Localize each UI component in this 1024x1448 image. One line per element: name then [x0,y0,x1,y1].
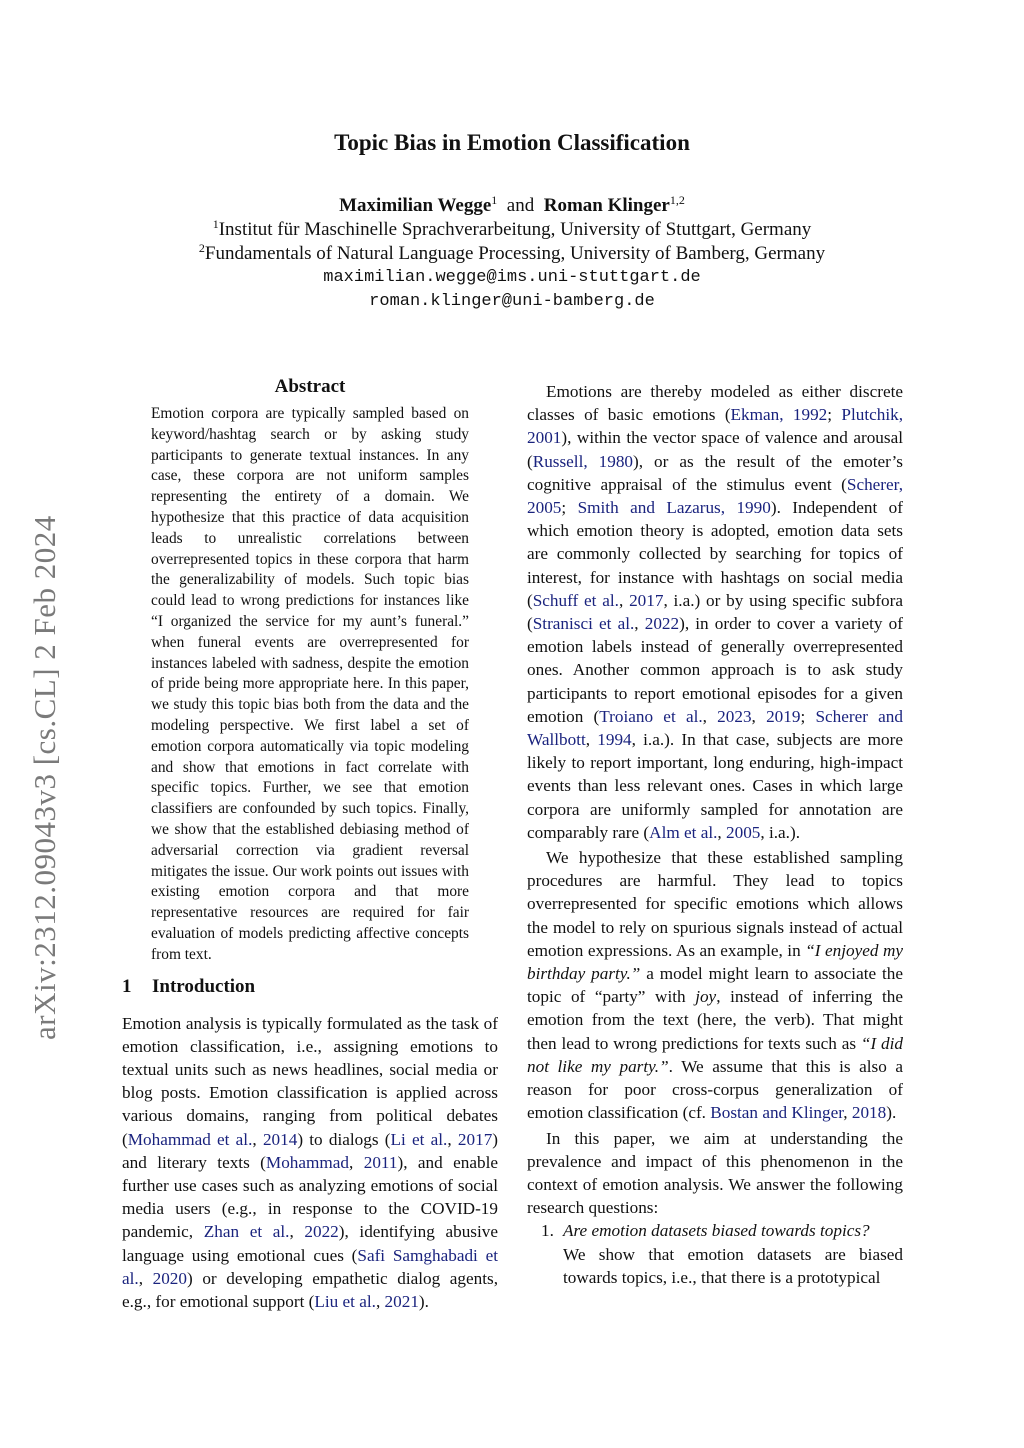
affiliation [0,242,1024,266]
author-conjunction: and [506,195,535,216]
example-sentence: “I did not like my party.” [527,1033,903,1076]
text-run: , [618,590,630,610]
citation-link[interactable]: 2023 [717,706,752,726]
author-affil-mark: 1,2 [669,193,685,207]
citation-link[interactable]: Scherer and Wallbott [527,706,903,750]
author-name: Roman Klinger [543,195,670,216]
text-run: , [702,706,718,726]
text-run: , i.a.). In that case, subjects are more likely to report important, long enduring, high-impact events than less relevant ones. Cases in which large corpora are uniformly sampled for annotation are comparably rare ( [527,730,903,842]
answer-text: We show that emotion datasets are biased towards topics, i.e., that there is a prototypical [563,1244,903,1287]
text-run: , [252,1129,263,1149]
citation-link[interactable]: 2022 [644,614,680,634]
paper-title: Topic Bias in Emotion Classification [334,130,690,155]
section-number: 1 [122,975,132,997]
citation-link[interactable]: Troiano et al. [599,706,703,726]
citation-link[interactable]: 2019 [766,706,801,726]
text-run: ). [886,1103,897,1123]
citation-link[interactable]: Ekman, 1992 [730,405,828,425]
citation-link[interactable]: 2022 [304,1222,339,1242]
citation-link[interactable]: Russell, 1980 [532,451,634,471]
text-run: ), within the vector space of valence and arousal ( [527,428,903,471]
paragraph [527,380,903,844]
abstract-text: Emotion corpora are typically sampled based on keyword/hashtag search or by asking study participants to generate textual instances. In any case, these corpora are not uniform samples representing the entirety of a domain. We hypothesize that this practice of data acquisition leads to unrealistic correlations between overrepresented topics in these corpora that harm the generalizability of models. Such topic bias could lead to wrong predictions for instances like “I organized the service for my aunt’s funeral.” when funeral events are overrepresented for instances labeled with sadness, despite the emotion of pride being more appropriate here. In this paper, we study this topic bias both from the data and the modeling perspective. We first label a set of emotion corpora automatically via topic modeling and show that emotions in fact correlate with specific topics. Further, we see that emotion classifiers are confounded by such topics. Finally, we show that the established debiasing method of adversarial correction via gradient reversal mitigates the issue. Our work points out issues with existing emotion corpora and that more representative resources are required for fair evaluation of models predicting affective concepts from text. [151,405,469,963]
text-run: , i.a.). [760,822,801,842]
section-title: Introduction [152,975,256,997]
question-text: Are emotion datasets biased towards topics? [563,1221,870,1241]
affiliation-text: Institut für Maschinelle Sprachverarbeitung, University of Stuttgart, Germany [218,219,812,240]
text-run: ) to dialogs ( [297,1129,391,1149]
text-run: , [375,1291,385,1311]
citation-link[interactable]: 2020 [152,1268,187,1288]
paragraph [527,846,903,1124]
citation-link[interactable]: 2011 [363,1152,398,1172]
left-column [122,376,498,1313]
text-run: ). Independent of which emotion theory is adopted, emotion data sets are commonly collected by searching for topics of interest, for instance with hashtags on social media ( [527,498,903,610]
author-email[interactable]: roman.klinger@uni-bamberg.de [369,292,655,311]
text-run: ) or developing empathetic dialog agents, e.g., for emotional support ( [122,1268,498,1311]
citation-link[interactable]: Mohammad et al. [127,1129,253,1149]
citation-link[interactable]: Safi Samghabadi et al. [122,1245,498,1288]
text-run: Emotions are thereby modeled as either discrete classes of basic emotions ( [527,382,903,425]
text-run: Emotion analysis is typically formulated as the task of emotion classification, i.e., assigning emotions to textual units such as news headlines, social media or blog posts. Emotion classification is applied across various domains, ranging from political debates ( [122,1013,498,1149]
research-question-list [527,1219,903,1289]
text-run: , [447,1129,458,1149]
example-sentence: “I enjoyed my birthday party.” [527,940,903,984]
citation-link[interactable]: Zhan et al. [203,1222,290,1242]
text-run: , [634,614,645,634]
citation-link[interactable]: Li et al. [390,1129,448,1149]
text-run: , i.a.) or by using specific subfora ( [527,590,903,634]
citation-link[interactable]: 2014 [262,1129,298,1149]
paragraph: In this paper, we aim at understanding the prevalence and impact of this phenomenon in the context of emotion analysis. We answer the following research questions: [527,1128,903,1218]
text-run: , [843,1103,852,1123]
text-run: ), in order to cover a variety of emotion labels instead of generally overrepresented ones. Another common approach is to ask study participants to report emotional episodes for a given emotion ( [527,614,903,726]
author-name: Maximilian Wegge [339,195,492,216]
affil-mark: 2 [198,241,205,255]
paragraph [122,1012,498,1314]
text-run: ), identifying abusive language using emotional cues ( [122,1222,498,1265]
affil-mark: 1 [212,217,219,231]
text-run: , [348,1152,364,1172]
author-line [0,194,1024,218]
citation-link[interactable]: 2017 [629,590,664,610]
citation-link[interactable]: 2005 [726,822,761,842]
citation-link[interactable]: Schuff et al. [532,590,619,610]
text-run: , [751,706,767,726]
citation-link[interactable]: Liu et al. [314,1291,376,1311]
text-run: ; [827,405,842,425]
text-run: ) and literary texts ( [122,1129,499,1172]
emotion-term: joy [695,987,717,1007]
text-run: , instead of inferring the emotion from the text (here, the verb). That might then lead to wrong predictions for texts such as [527,987,903,1053]
text-run: We hypothesize that these established sampling procedures are harmful. They lead to topics overrepresented for specific emotions which allows the model to rely on spurious signals instead of actual emotion expressions. As an example, in [527,848,903,960]
citation-link[interactable]: Stranisci et al. [532,614,635,634]
text-run: , [585,730,598,750]
citation-link[interactable]: Scherer, 2005 [527,474,903,518]
abstract-heading: Abstract [274,376,346,397]
affiliation-text: Fundamentals of Natural Language Processing, University of Bamberg, Germany [204,243,826,264]
text-run: , [289,1222,305,1242]
citation-link[interactable]: Bostan and Klinger [710,1103,844,1123]
citation-link[interactable]: 2017 [457,1129,493,1149]
text-run: ). [418,1291,429,1311]
citation-link[interactable]: 1994 [597,730,632,750]
right-column [527,380,903,1289]
author-affil-mark: 1 [491,193,498,207]
arxiv-stamp: arXiv:2312.09043v3 [cs.CL] 2 Feb 2024 [27,515,62,1040]
text-run: , [717,822,727,842]
text-run: ; [800,706,816,726]
affiliation [0,218,1024,242]
list-number: 1. [541,1221,554,1241]
text-run: ), and enable further use cases such as analyzing emotions of social media users (e.g., in response to the COVID-19 pandemic, [122,1152,499,1242]
research-question [527,1219,903,1289]
citation-link[interactable]: 2018 [851,1103,887,1123]
section-heading [122,976,498,998]
author-block [0,194,1024,314]
author-email[interactable]: maximilian.wegge@ims.uni-stuttgart.de [323,268,701,287]
text-run: a model might learn to associate the topic of “party” with [527,964,903,1007]
citation-link[interactable]: Smith and Lazarus, 1990 [577,498,771,518]
text-run: ; [561,498,578,518]
citation-link[interactable]: Alm et al. [649,822,718,842]
text-run: ), or as the result of the emoter’s cognitive appraisal of the stimulus event ( [527,451,903,494]
citation-link[interactable]: 2021 [384,1291,419,1311]
citation-link[interactable]: Plutchik, 2001 [527,405,903,448]
citation-link[interactable]: Mohammad [265,1152,349,1172]
text-run: , [138,1268,153,1288]
text-run: . We assume that this is also a reason for poor cross-corpus generalization of emotion classification (cf. [527,1056,903,1123]
